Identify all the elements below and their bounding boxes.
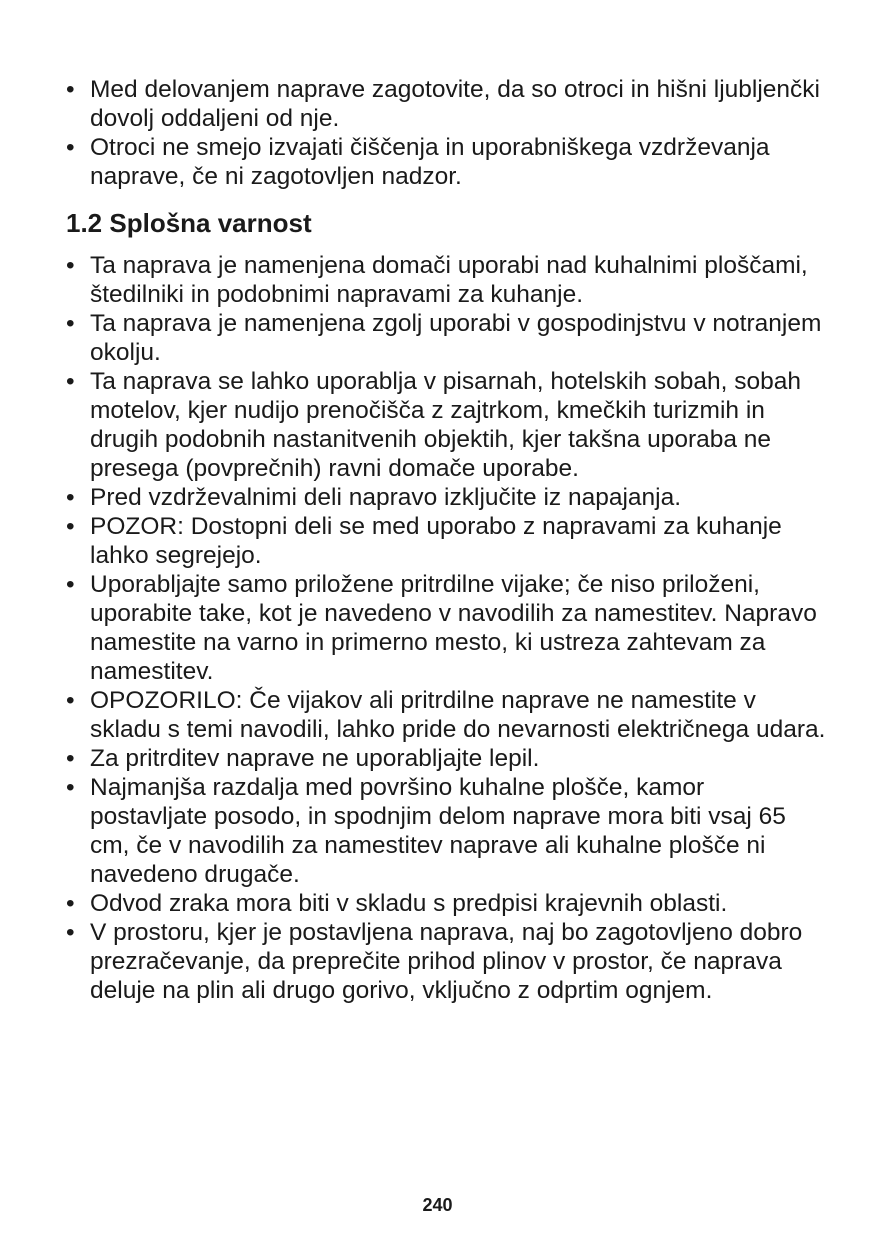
bullet-marker: •	[66, 745, 75, 772]
bullet-marker: •	[66, 310, 75, 337]
list-item-text: Odvod zraka mora biti v skladu s predpisi krajevnih oblasti.	[90, 890, 728, 917]
list-item	[66, 918, 826, 1005]
list-item	[66, 773, 826, 889]
bullet-marker: •	[66, 134, 75, 161]
list-item-text: POZOR: Dostopni deli se med uporabo z napravami za kuhanje lahko segrejejo.	[90, 513, 782, 569]
list-item	[66, 512, 826, 570]
bullet-marker: •	[66, 890, 75, 917]
list-item-text: Uporabljajte samo priložene pritrdilne vijake; če niso priloženi, uporabite take, kot je navedeno v navodilih za namestitev. Napravo namestite na varno in primerno mesto, ki ustreza zahtevam za namestitev.	[90, 571, 817, 685]
list-item-text: Ta naprava je namenjena domači uporabi nad kuhalnimi ploščami, štedilniki in podobnimi napravami za kuhanje.	[90, 252, 808, 308]
bullet-marker: •	[66, 368, 75, 395]
list-item-text: Otroci ne smejo izvajati čiščenja in uporabniškega vzdrževanja naprave, če ni zagotovljen nadzor.	[90, 134, 770, 190]
list-item	[66, 686, 826, 744]
list-item-text: Med delovanjem naprave zagotovite, da so otroci in hišni ljubljenčki dovolj oddaljeni od nje.	[90, 76, 820, 132]
intro-bullet-list	[66, 75, 826, 191]
bullet-marker: •	[66, 571, 75, 598]
list-item-text: Ta naprava se lahko uporablja v pisarnah, hotelskih sobah, sobah motelov, kjer nudijo prenočišča z zajtrkom, kmečkih turizmih in drugih podobnih nastanitvenih objektih, kjer takšna uporaba ne presega (povprečnih) ravni domače uporabe.	[90, 368, 801, 482]
list-item	[66, 251, 826, 309]
bullet-marker: •	[66, 252, 75, 279]
list-item	[66, 367, 826, 483]
list-item-text: Ta naprava je namenjena zgolj uporabi v gospodinjstvu v notranjem okolju.	[90, 310, 822, 366]
list-item	[66, 133, 826, 191]
safety-bullet-list	[66, 251, 826, 1005]
list-item	[66, 570, 826, 686]
list-item	[66, 744, 826, 773]
list-item	[66, 483, 826, 512]
list-item	[66, 75, 826, 133]
bullet-marker: •	[66, 484, 75, 511]
bullet-marker: •	[66, 76, 75, 103]
list-item-text: V prostoru, kjer je postavljena naprava, naj bo zagotovljeno dobro prezračevanje, da preprečite prihod plinov v prostor, če naprava deluje na plin ali drugo gorivo, vključno z odprtim ognjem.	[90, 919, 803, 1004]
list-item-text: Pred vzdrževalnimi deli napravo izključite iz napajanja.	[90, 484, 682, 511]
list-item-text: OPOZORILO: Če vijakov ali pritrdilne naprave ne namestite v skladu s temi navodili, lahko pride do nevarnosti električnega udara.	[90, 687, 826, 743]
section-heading: 1.2 Splošna varnost	[66, 208, 312, 238]
page-number: 240	[422, 1195, 453, 1215]
bullet-marker: •	[66, 774, 75, 801]
list-item	[66, 889, 826, 918]
list-item-text: Za pritrditev naprave ne uporabljajte lepil.	[90, 745, 540, 772]
list-item	[66, 309, 826, 367]
bullet-marker: •	[66, 919, 75, 946]
bullet-marker: •	[66, 687, 75, 714]
bullet-marker: •	[66, 513, 75, 540]
list-item-text: Najmanjša razdalja med površino kuhalne plošče, kamor postavljate posodo, in spodnjim delom naprave mora biti vsaj 65 cm, če v navodilih za namestitev naprave ali kuhalne plošče ni navedeno drugače.	[90, 774, 786, 888]
